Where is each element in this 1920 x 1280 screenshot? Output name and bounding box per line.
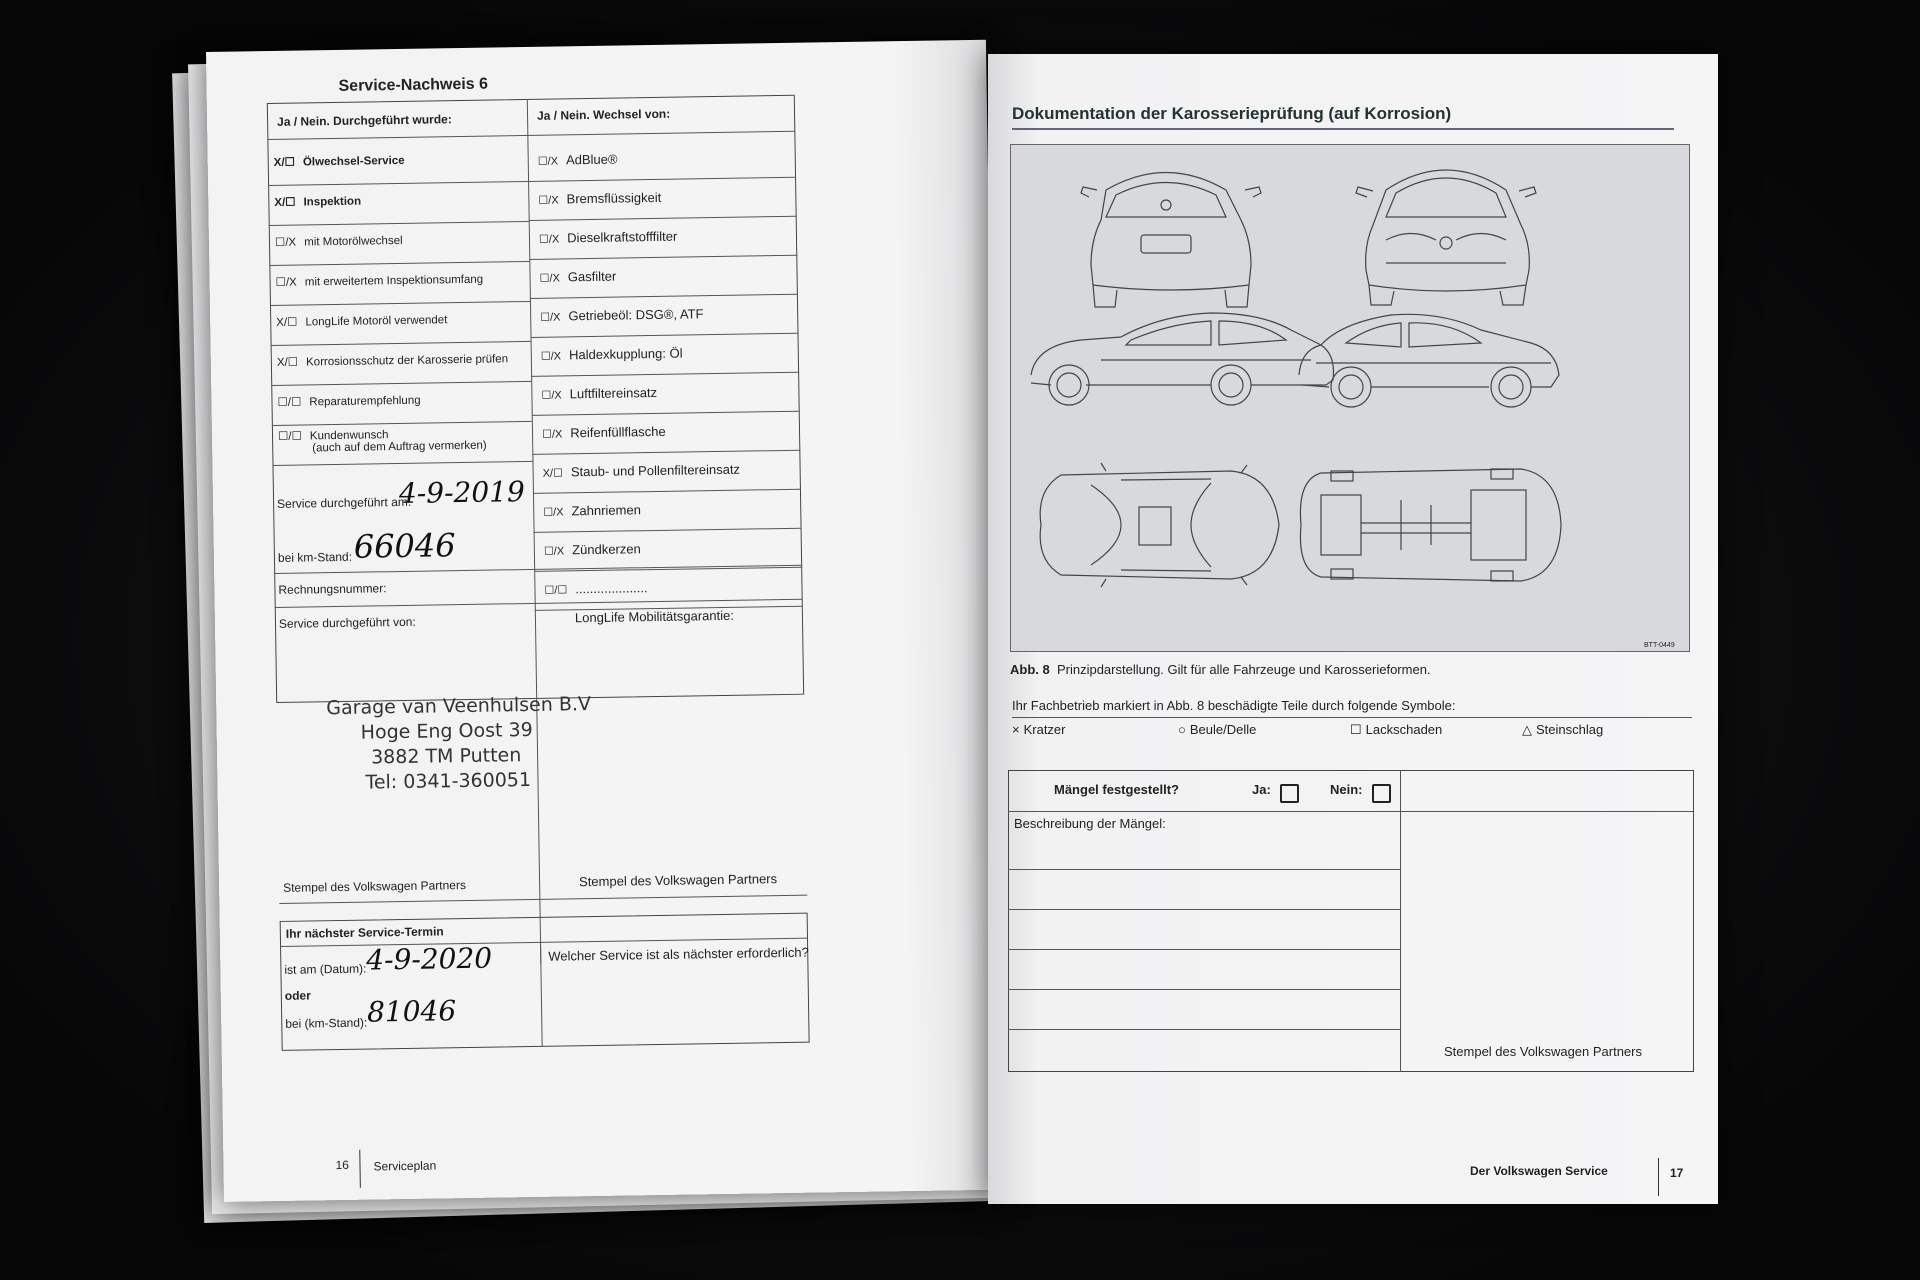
divider <box>1008 909 1400 910</box>
col1-row-label: Ölwechsel-Service <box>302 154 405 169</box>
divider <box>1008 949 1400 950</box>
page-title: Service-Nachweis 6 <box>338 75 489 95</box>
col2-row <box>538 152 618 168</box>
col1-row-label: mit Motorölwechsel <box>304 234 403 249</box>
divider <box>1008 1029 1400 1030</box>
divider <box>1658 1158 1659 1196</box>
checkbox-mark[interactable]: X/☐ <box>276 356 299 369</box>
col1-row-label2: (auch auf dem Auftrag vermerken) <box>312 439 487 455</box>
col2-row <box>544 541 641 558</box>
car-side-view-left <box>1031 313 1334 405</box>
yes-checkbox[interactable] <box>1280 784 1299 803</box>
col2-row-label: .................... <box>575 580 648 597</box>
yes-label: Ja: <box>1252 782 1271 797</box>
checkbox-mark[interactable]: ☐/X <box>539 272 560 285</box>
checkbox-mark[interactable]: X/☐ <box>273 156 296 169</box>
symbol-label: Beule/Delle <box>1189 722 1257 737</box>
col2-row-label: Dieselkraftstofffilter <box>567 228 678 246</box>
stamp-caption-right: Stempel des Volkswagen Partners <box>578 871 778 890</box>
checkbox-mark[interactable]: ☐/X <box>538 194 559 207</box>
symbol-legend-item <box>1012 722 1066 737</box>
symbol-label: Lackschaden <box>1365 722 1443 737</box>
col2-row <box>543 502 641 519</box>
col2-row-label: Getriebeöl: DSG®, ATF <box>568 306 704 324</box>
col2-row <box>538 190 661 207</box>
next-date-label: ist am (Datum): <box>284 961 367 977</box>
defects-question: Mängel festgestellt? <box>1054 782 1179 797</box>
col1-row <box>275 233 403 249</box>
longlife-label: LongLife Mobilitätsgarantie: <box>574 607 735 626</box>
col2-row-label: Gasfilter <box>567 268 617 285</box>
col2-row-label: Reifenfüllflasche <box>570 423 666 441</box>
divider <box>1008 869 1400 870</box>
col1-row-label: Kundenwunsch <box>309 429 389 443</box>
no-label: Nein: <box>1330 782 1363 797</box>
col2-row <box>544 580 647 597</box>
col2-row <box>541 346 683 363</box>
service-date-value: 4-9-2019 <box>398 475 526 511</box>
description-label: Beschreibung der Mängel: <box>1014 816 1166 831</box>
divider <box>279 895 807 904</box>
col2-row-label: Zündkerzen <box>572 541 641 558</box>
stamp-caption: Stempel des Volkswagen Partners <box>1444 1044 1642 1059</box>
next-or: oder <box>284 988 311 1003</box>
col1-row <box>276 312 447 329</box>
checkbox-mark[interactable]: ☐/☐ <box>277 396 302 409</box>
symbol-label: Steinschlag <box>1536 722 1604 737</box>
divider <box>1400 770 1401 1072</box>
col2-row <box>539 269 616 285</box>
next-service-question: Welcher Service ist als nächster erforderlich? <box>548 944 809 964</box>
km-value: 66046 <box>353 526 456 566</box>
right-page <box>988 54 1718 1204</box>
col2-row <box>539 229 678 246</box>
car-drawings <box>1011 145 1688 650</box>
checkbox-mark[interactable]: ☐/X <box>543 545 565 558</box>
checkbox-mark[interactable]: ☐/X <box>540 311 561 324</box>
col2-row-label: Staub- und Pollenfiltereinsatz <box>570 461 741 480</box>
footer-left: Serviceplan <box>373 1158 437 1174</box>
car-side-view-right <box>1299 314 1559 407</box>
col2-row <box>542 424 666 441</box>
col1-row <box>278 426 487 455</box>
col2-row-label: Haldexkupplung: Öl <box>568 345 683 363</box>
col2-row-label: Zahnriemen <box>571 502 642 519</box>
performed-by-label: Service durchgeführt von: <box>278 614 416 631</box>
symbol-glyph-icon: × <box>1012 722 1020 737</box>
checkbox-mark[interactable]: ☐/X <box>541 428 563 441</box>
col1-row <box>274 153 405 169</box>
col1-row-label: Reparaturempfehlung <box>309 394 421 409</box>
col2-header: Ja / Nein. Wechsel von: <box>536 106 671 123</box>
stamp-line: Garage van Veenhulsen B.V <box>326 693 592 720</box>
page-number-left: 16 <box>335 1157 349 1173</box>
car-top-view <box>1040 463 1279 587</box>
checkbox-mark[interactable]: ☐/X <box>275 276 297 289</box>
symbol-legend-item <box>1350 722 1442 738</box>
checkbox-mark[interactable]: ☐/X <box>541 389 562 402</box>
divider <box>1008 989 1400 990</box>
col1-row-label: LongLife Motoröl verwendet <box>305 314 448 329</box>
next-date-value: 4-9-2020 <box>366 941 493 977</box>
checkbox-mark[interactable]: X/☐ <box>276 316 298 329</box>
figure-caption-text: Prinzipdarstellung. Gilt für alle Fahrzeuge und Karosserieformen. <box>1056 662 1431 677</box>
col1-row-label: mit erweitertem Inspektionsumfang <box>304 273 484 289</box>
checkbox-mark[interactable]: ☐/X <box>274 236 297 249</box>
symbol-label: Kratzer <box>1023 722 1066 737</box>
no-checkbox[interactable] <box>1372 784 1391 803</box>
car-front-view <box>1356 170 1536 305</box>
divider <box>1012 717 1692 718</box>
left-page <box>206 40 1004 1202</box>
col2-row-label: Bremsflüssigkeit <box>566 189 662 207</box>
checkbox-mark[interactable]: ☐/X <box>537 155 559 168</box>
next-km-value: 81046 <box>366 994 457 1029</box>
col1-header: Ja / Nein. Durchgeführt wurde: <box>276 112 452 129</box>
dealer-stamp <box>326 692 592 796</box>
footer-right: Der Volkswagen Service <box>1470 1164 1608 1178</box>
symbol-glyph-icon: ○ <box>1178 722 1186 737</box>
checkbox-mark[interactable]: X/☐ <box>274 196 296 209</box>
car-underbody-view <box>1300 469 1561 581</box>
checkbox-mark[interactable]: ☐/☐ <box>544 584 568 597</box>
col1-row-label: Korrosionsschutz der Karosserie prüfen <box>305 353 509 369</box>
stamp-caption-left: Stempel des Volkswagen Partners <box>283 878 466 895</box>
km-label: bei km-Stand: <box>277 549 353 565</box>
symbol-legend-item <box>1178 722 1256 737</box>
next-service-header: Ihr nächster Service-Termin <box>285 924 444 941</box>
service-date-label: Service durchgeführt am: <box>276 494 412 511</box>
page-number-right: 17 <box>1670 1166 1684 1180</box>
col2-row-label: Luftfiltereinsatz <box>569 384 658 402</box>
symbol-glyph-icon: ☐ <box>1350 722 1362 737</box>
checkbox-mark[interactable]: ☐/☐ <box>277 430 302 443</box>
col2-row <box>543 462 741 480</box>
divider <box>359 1150 361 1188</box>
invoice-label: Rechnungsnummer: <box>278 581 387 597</box>
car-diagram <box>1010 144 1690 652</box>
symbol-glyph-icon: △ <box>1522 722 1532 737</box>
divider <box>1008 811 1694 812</box>
figure-code: BTT-0449 <box>1644 642 1675 649</box>
symbols-intro: Ihr Fachbetrieb markiert in Abb. 8 beschädigte Teile durch folgende Symbole: <box>1012 698 1456 713</box>
col1-row-label: Inspektion <box>303 195 362 209</box>
symbol-legend-item <box>1522 722 1603 738</box>
divider <box>1012 128 1674 130</box>
col1-row <box>274 194 361 209</box>
page-title: Dokumentation der Karosserieprüfung (auf Korrosion) <box>1012 104 1452 123</box>
stamp-line: Tel: 0341-360051 <box>365 768 532 794</box>
checkbox-mark[interactable]: ☐/X <box>538 233 560 246</box>
checkbox-mark[interactable]: ☐/X <box>540 350 562 363</box>
col1-row <box>277 393 420 409</box>
figure-caption <box>1010 662 1431 677</box>
col2-row <box>541 385 657 402</box>
checkbox-mark[interactable]: X/☐ <box>542 467 564 480</box>
car-rear-view <box>1081 173 1261 308</box>
checkbox-mark[interactable]: ☐/X <box>543 506 564 519</box>
stamp-line: 3882 TM Putten <box>370 744 522 769</box>
stamp-line: Hoge Eng Oost 39 <box>360 718 533 744</box>
col2-row-label: AdBlue® <box>565 151 618 168</box>
col2-row <box>540 306 704 324</box>
figure-label: Abb. 8 <box>1010 662 1050 677</box>
next-km-label: bei (km-Stand): <box>285 1015 368 1031</box>
